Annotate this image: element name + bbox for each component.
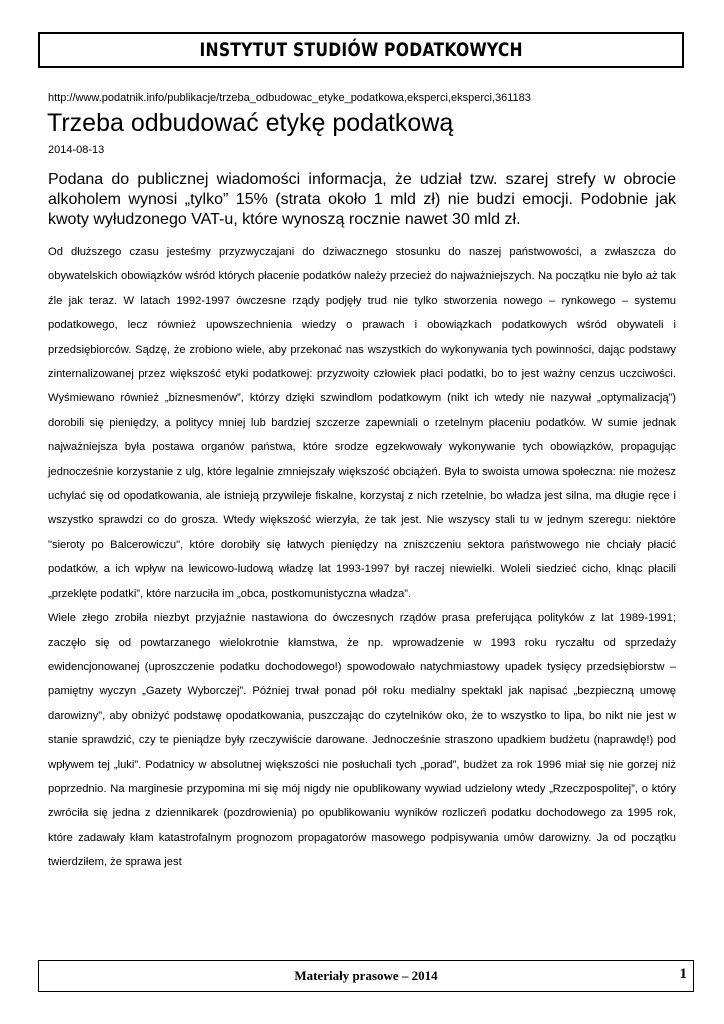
page-number: 1 <box>679 966 687 982</box>
body-paragraph: Wiele złego zrobiła niezbyt przyjaźnie nastawiona do ówczesnych rządów prasa preferująca polityków z lat 1989-1991; zaczęło się od powtarzanego wielokrotnie kłamstwa, że np. wprowadzenie w 1993 roku ryczałtu od sprzedaży ewidencjonowanej (uproszczenie podatku dochodowego!) spowodowało natychmiastowy upadek tysięcy przedsiębiorstw – pamiętny wyczyn „Gazety Wyborczej”. Później trwał ponad pół roku medialny spektakl jak napisać „bezpieczną umowę darowizny”, aby obniżyć podstawę opodatkowania, puszczając do czytelników oko, że to wszystko to lipa, bo nikt nie jest w stanie sprawdzić, czy te pieniądze były rzeczywiście darowane. Jednocześnie straszono upadkiem budżetu (naprawdę!) pod wpływem tej „luki”. Podatnicy w absolutnej większości nie posłuchali tych „porad”, budżet za rok 1996 miał się nie gorzej niż poprzednio. Na marginesie przypomina mi się mój nigdy nie opublikowany wywiad udzielony wtedy „Rzeczpospolitej”, o który zwróciła się jedna z dziennikarek (pozdrowienia) po opublikowaniu wyników rozliczeń podatku dochodowego za 1995 rok, które zadawały kłam katastrofalnym prognozom propagatorów masowego podpisywania umów darowizny. Ja od początku twierdziłem, że sprawa jest <box>48 612 676 869</box>
footer-label: Materiały prasowe – 2014 <box>294 968 438 983</box>
article-body <box>48 240 676 875</box>
body-paragraph: Od dłuższego czasu jesteśmy przyzwyczajani do dziwacznego stosunku do naszej państwowości, a zwłaszcza do obywatelskich obowiązków wśród których płacenie podatków należy przecież do najważniejszych. Na początku nie było aż tak źle jak teraz. W latach 1992-1997 ówczesne rządy podjęły trud nie tylko stworzenia nowego – rynkowego – systemu podatkowego, lecz również upowszechnienia wiedzy o prawach i obowiązkach podatkowych wśród obywateli i przedsiębiorców. Sądzę, że zrobiono wiele, aby przekonać nas wszystkich do wykonywania tych powinności, dając podstawy zinternalizowanej przez większość etyki podatkowej: przyzwoity człowiek płaci podatki, bo to jest ważny cenzus uczciwości. Wyśmiewano również „biznesmenów”, którzy dzięki szwindlom podatkowym (nikt ich wtedy nie nazywał „optymalizacją”) dorobili się pieniędzy, a politycy mniej lub bardziej szczerze zapewniali o rzetelnym płaceniu podatków. W sumie jednak najważniejsza była postawa organów państwa, które srodze egzekwowały wykonywanie tych obowiązków, propagując jednocześnie korzystanie z ulg, które legalnie zmniejszały większość obciążeń. Była to swoista umowa społeczna: nie możesz uchylać się od opodatkowania, ale istnieją przywileje fiskalne, korzystaj z nich rzetelnie, bo władza jest silna, ma długie ręce i wszystko sprawdzi co do grosza. Wtedy większość wierzyła, że tak jest. Nie wszyscy stali tu w jednym szeregu: niektóre "sieroty po Balcerowiczu", które dorobiły się łatwych pieniędzy na zniszczeniu sektora państwowego nie chciały płacić podatków, a ich wpływ na lewicowo-ludową władzę lat 1993-1997 był raczej niewielki. Woleli siedzieć cicho, klnąc płacili „przeklęte podatki”, które narzuciła im „obca, postkomunistyczna władza”. <box>48 246 676 600</box>
article-lead: Podana do publicznej wiadomości informacja, że udział tzw. szarej strefy w obrocie alkoholem wynosi „tylko” 15% (strata około 1 mld zł) nie budzi emocji. Podobnie jak kwoty wyłudzonego VAT-u, które wynoszą rocznie nawet 30 mld zł. <box>48 171 676 228</box>
article-date: 2014-08-13 <box>48 144 105 156</box>
institute-title: INSTYTUT STUDIÓW PODATKOWYCH <box>199 39 523 61</box>
header-box <box>38 32 684 68</box>
source-url: http://www.podatnik.info/publikacje/trzeba_odbudowac_etyke_podatkowa,eksperci,eksperci,361183 <box>48 92 531 104</box>
footer-box <box>38 960 694 992</box>
article-title: Trzeba odbudować etykę podatkową <box>47 109 454 137</box>
